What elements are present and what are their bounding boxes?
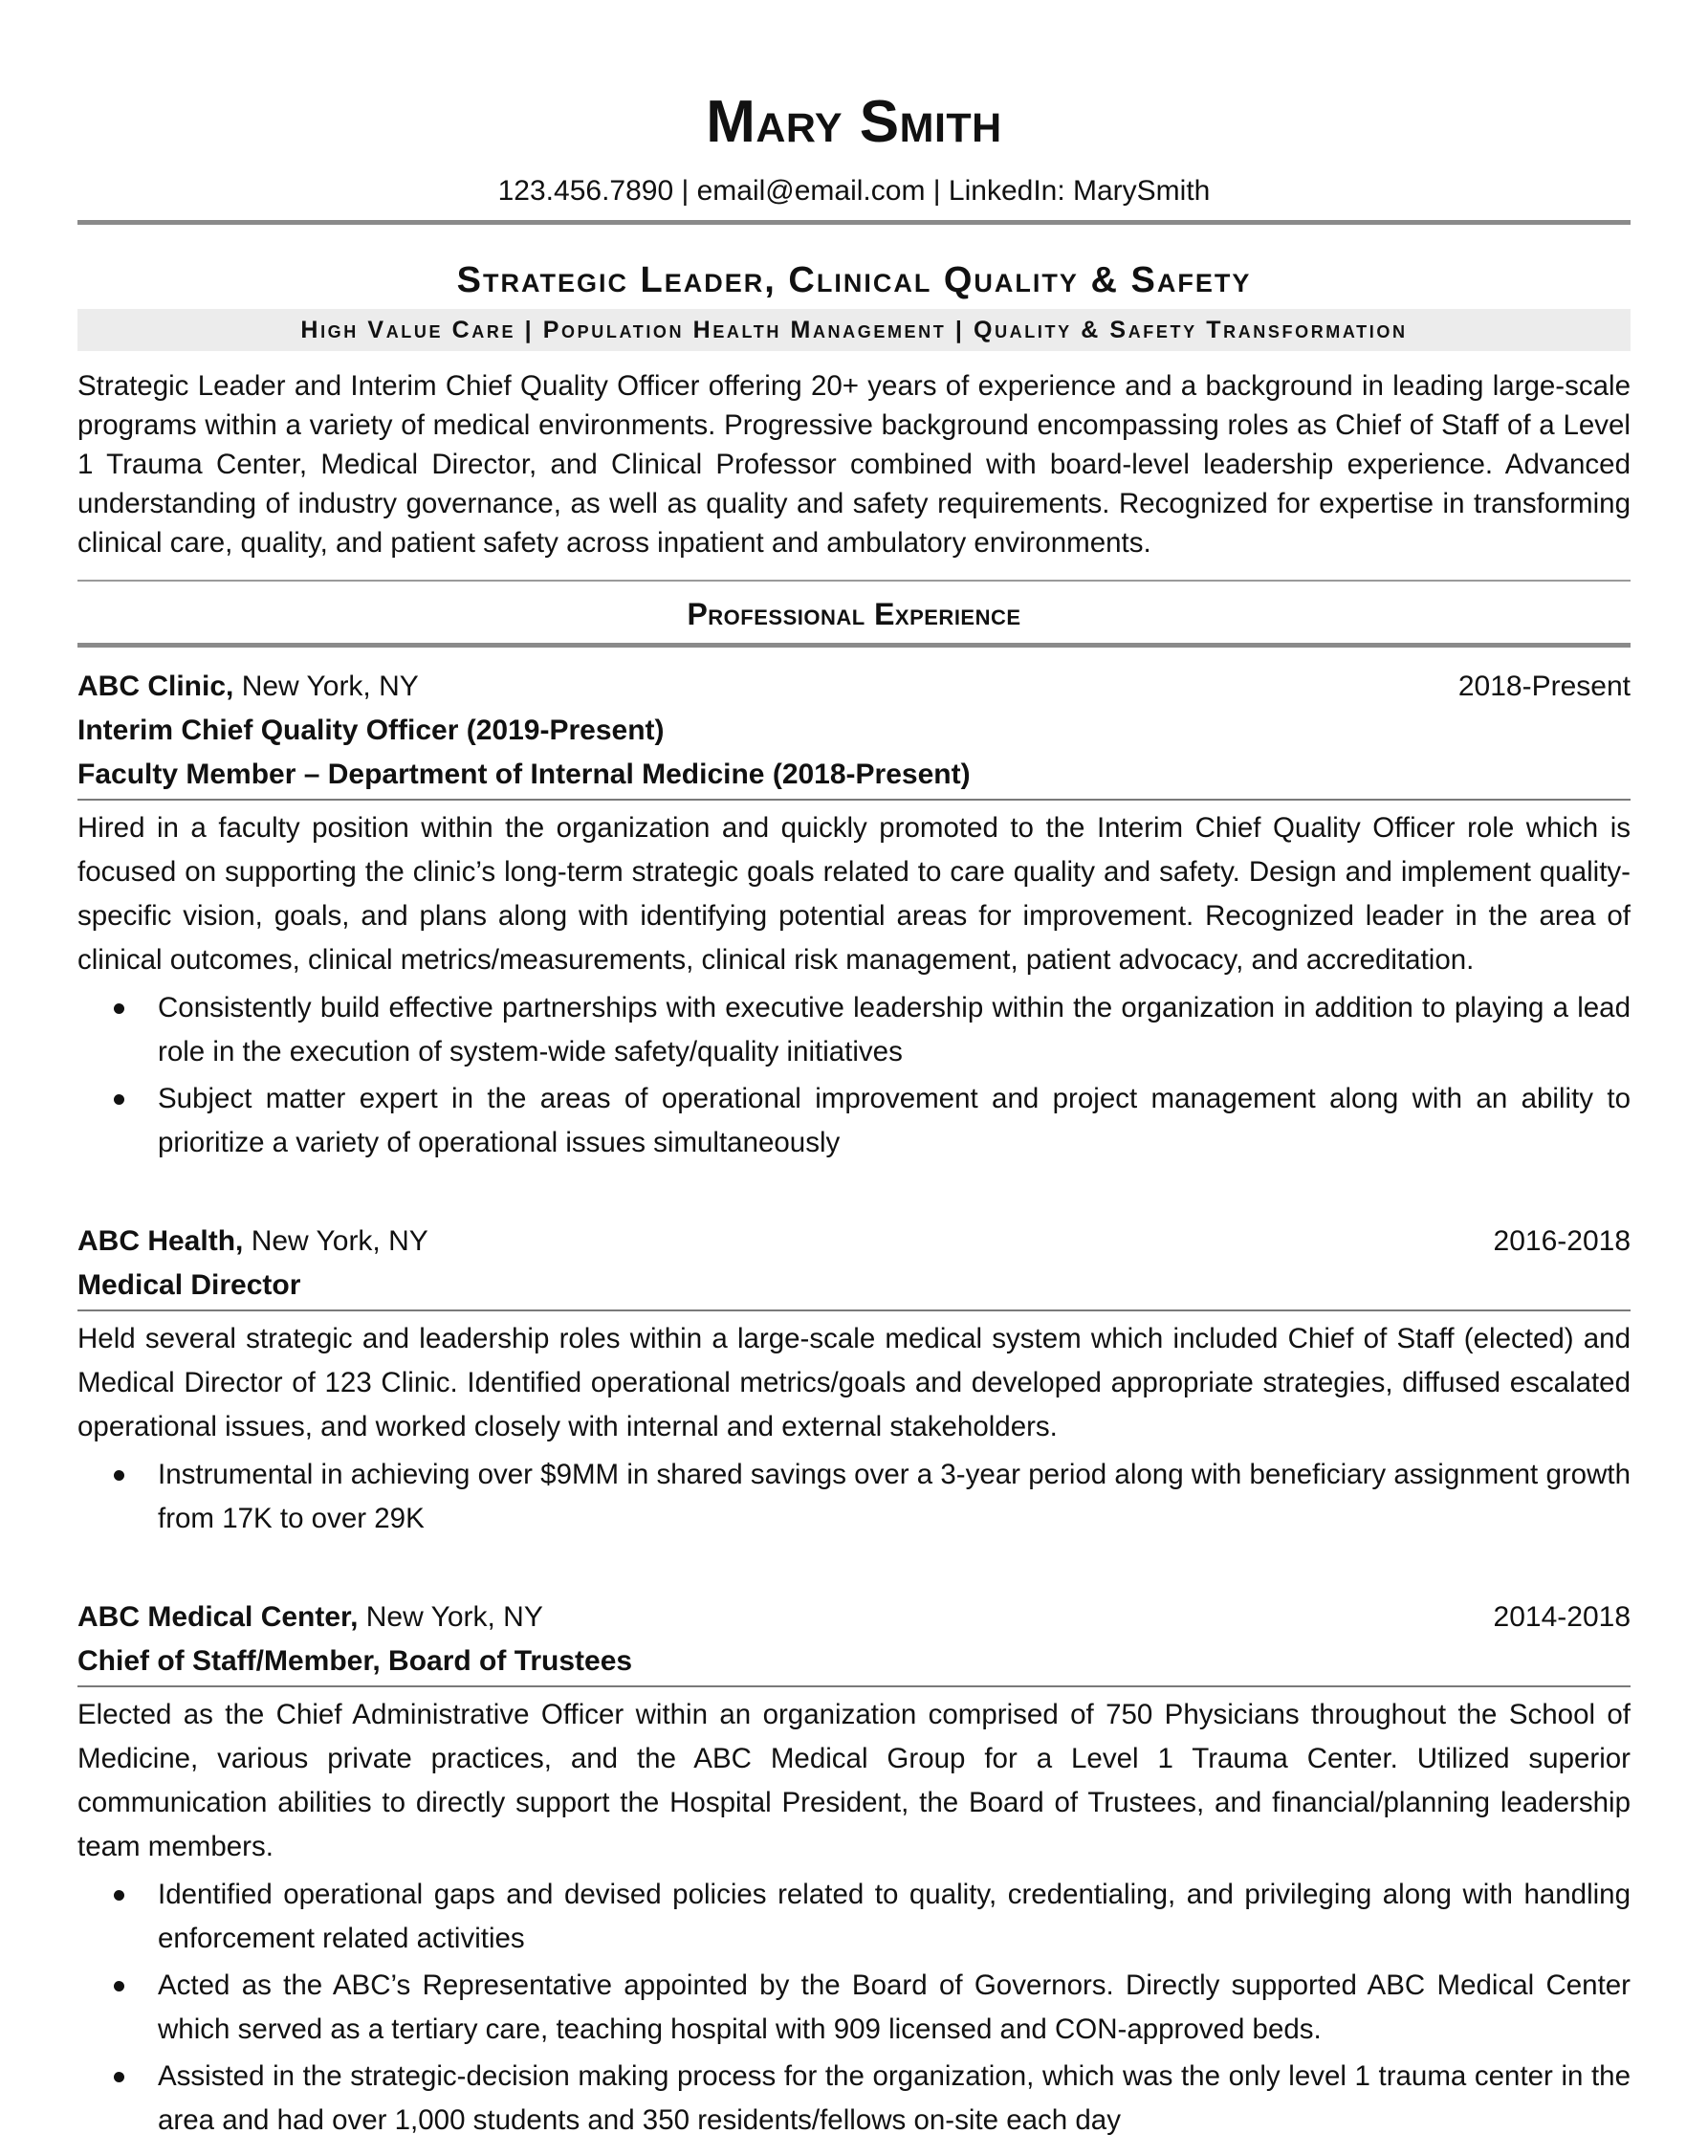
bullet-icon [114,2072,124,2082]
job-description: Elected as the Chief Administrative Officer within an organization comprised of 750 Physicians throughout the School of Medicine, various private practices, and the ABC Medical Group for a Level 1 Trauma Center. Utilized superior communication abilities to directly support the Hospital President, the Board of Trustees, and financial/planning leadership team members. [77,1699,1631,1862]
job-org: ABC Health, [77,1225,244,1257]
list-item [77,1453,1631,1541]
job-location: New York, NY [243,1225,428,1257]
job-org-location [77,1220,428,1264]
bullet-text: Subject matter expert in the areas of operational improvement and project management along with an ability to prioritize a variety of operational issues simultaneously [158,1083,1631,1158]
bullet-text: Acted as the ABC’s Representative appointed by the Board of Governors. Directly supported ABC Medical Center which served as a tertiary care, teaching hospital with 909 licensed and CON-approved beds. [158,1969,1631,2045]
subheadline-bar: High Value Care | Population Health Management | Quality & Safety Transformation [77,309,1631,351]
job-org-location [77,1595,543,1639]
job-dates: 2018-Present [1457,671,1631,702]
bullet-icon [114,1003,124,1014]
bullet-text: Instrumental in achieving over $9MM in shared savings over a 3-year period along with beneficiary assignment growth from 17K to over 29K [158,1459,1631,1534]
job-org: ABC Medical Center, [77,1601,359,1633]
list-item [77,986,1631,1074]
job-description: Hired in a faculty position within the organization and quickly promoted to the Interim Chief Quality Officer role which is focused on supporting the clinic’s long-term strategic goals related to care quality and safety. Design and implement quality-specific vision, goals, and plans along with identifying potential areas for improvement. Recognized leader in the area of clinical outcomes, clinical metrics/measurements, clinical risk management, patient advocacy, and accreditation. [77,812,1631,976]
bullet-text: Consistently build effective partnerships with executive leadership within the organization in addition to playing a lead role in the execution of system-wide safety/quality initiatives [158,992,1631,1067]
job-header [77,1220,1631,1264]
job-org: ABC Clinic, [77,671,234,702]
header-divider [77,220,1631,225]
job-header [77,665,1631,709]
list-item [77,1077,1631,1165]
job-location: New York, NY [358,1601,543,1633]
job-role: Medical Director [77,1269,301,1301]
job-header [77,1595,1631,1639]
headline: Strategic Leader, Clinical Quality & Safety [456,260,1252,300]
bullet-icon [114,1094,124,1105]
job-org-location [77,665,419,709]
job-bullets [77,1453,1631,1541]
job-entry [77,665,1631,1165]
bullet-text: Assisted in the strategic-decision making process for the organization, which was the only level 1 trauma center in the area and had over 1,000 students and 350 residents/fellows on-site each day [158,2060,1631,2136]
job-role: Interim Chief Quality Officer (2019-Present) [77,715,665,746]
job-description: Held several strategic and leadership roles within a large-scale medical system which included Chief of Staff (elected) and Medical Director of 123 Clinic. Identified operational metrics/goals and developed appropriate strategies, diffused escalated operational issues, and worked closely with internal and external stakeholders. [77,1323,1631,1442]
bullet-text: Identified operational gaps and devised policies related to quality, credentialing, and privileging along with handling enforcement related activities [158,1879,1631,1954]
bullet-icon [114,1981,124,1991]
list-item [77,1873,1631,1961]
bullet-icon [114,1470,124,1481]
candidate-name: Mary Smith [706,89,1002,155]
section-title-experience: Professional Experience [687,597,1021,631]
job-role: Faculty Member – Department of Internal Medicine (2018-Present) [77,759,971,790]
job-location: New York, NY [233,671,419,702]
job-divider [77,1685,1631,1687]
job-bullets [77,1873,1631,2143]
list-item [77,1964,1631,2052]
contact-line: 123.456.7890 | email@email.com | LinkedIn: MarySmith [497,175,1211,207]
job-dates: 2016-2018 [1493,1225,1631,1257]
job-entry [77,1595,1631,2143]
job-divider [77,799,1631,801]
job-role: Chief of Staff/Member, Board of Trustees [77,1645,633,1677]
job-entry [77,1220,1631,1541]
list-item [77,2055,1631,2143]
job-dates: 2014-2018 [1493,1601,1631,1633]
job-bullets [77,986,1631,1165]
bullet-icon [114,1890,124,1901]
job-divider [77,1309,1631,1311]
summary-paragraph: Strategic Leader and Interim Chief Quality Officer offering 20+ years of experience and a background in leading large-scale programs within a variety of medical environments. Progressive background encompassing roles as Chief of Staff of a Level 1 Trauma Center, Medical Director, and Clinical Professor combined with board-level leadership experience. Advanced understanding of industry governance, as well as quality and safety requirements. Recognized for expertise in transforming clinical care, quality, and patient safety across inpatient and ambulatory environments. [77,370,1631,559]
